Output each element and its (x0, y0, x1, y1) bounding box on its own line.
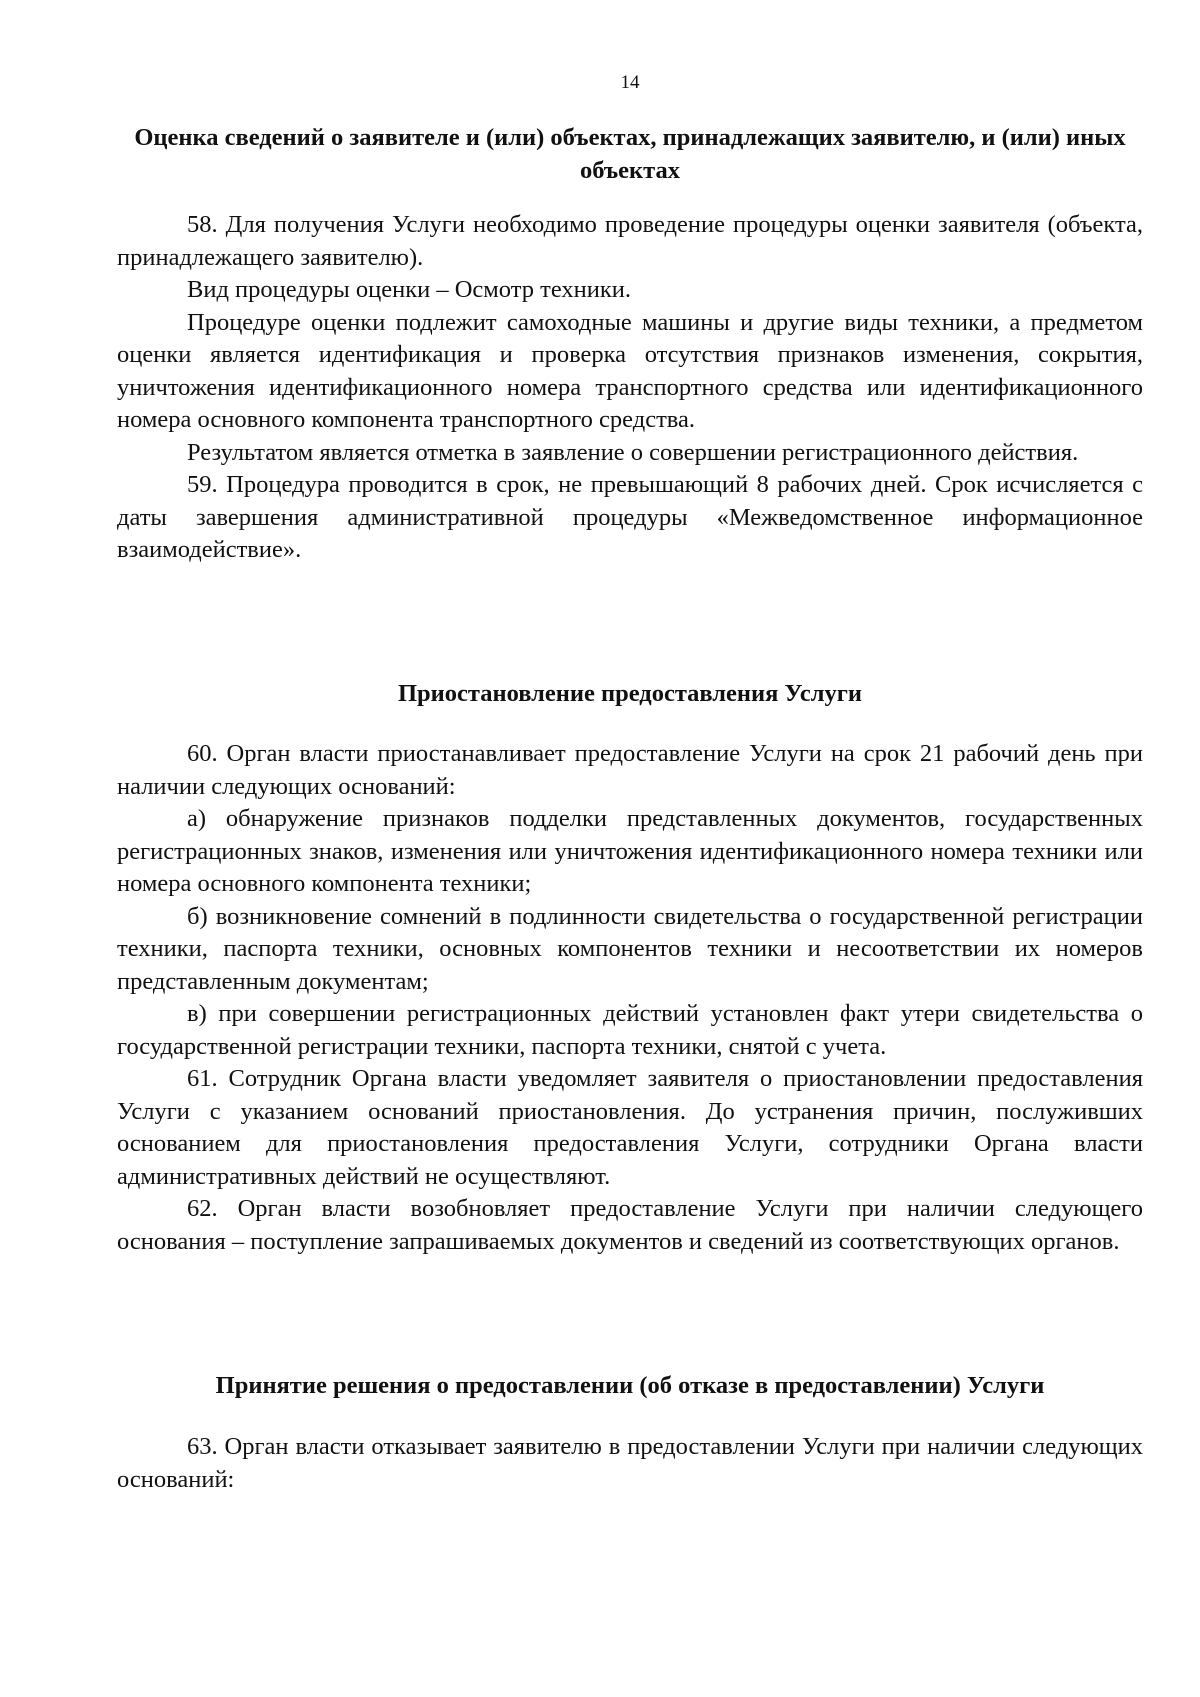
section-body-assessment (117, 209, 1143, 567)
section-heading-assessment: Оценка сведений о заявителе и (или) объектах, принадлежащих заявителю, и (или) иных объектах (134, 124, 1126, 184)
paragraph: 61. Сотрудник Органа власти уведомляет заявителя о приостановлении предоставления Услуги с указанием оснований приостановления. До устранения причин, послуживших основанием для приостановления предоставления Услуги, сотрудники Органа власти административных действий не осуществляют. (117, 1065, 1143, 1190)
section-body-decision (117, 1431, 1143, 1496)
section-heading-decision: Принятие решения о предоставлении (об отказе в предоставлении) Услуги (215, 1372, 1045, 1399)
paragraph: а) обнаружение признаков подделки представленных документов, государственных регистрационных знаков, изменения или уничтожения идентификационного номера техники или номера основного компонента техники; (117, 805, 1143, 897)
paragraph: Вид процедуры оценки – Осмотр техники. (187, 276, 631, 303)
paragraph: 58. Для получения Услуги необходимо проведение процедуры оценки заявителя (объекта, принадлежащего заявителю). (117, 211, 1143, 271)
paragraph: 60. Орган власти приостанавливает предоставление Услуги на срок 21 рабочий день при наличии следующих оснований: (117, 740, 1143, 800)
paragraph: 62. Орган власти возобновляет предоставление Услуги при наличии следующего основания – поступление запрашиваемых документов и сведений из соответствующих органов. (117, 1195, 1143, 1255)
section-body-suspension (117, 738, 1143, 1258)
paragraph: 59. Процедура проводится в срок, не превышающий 8 рабочих дней. Срок исчисляется с даты завершения административной процедуры «Межведомственное информационное взаимодействие». (117, 471, 1143, 563)
paragraph: Результатом является отметка в заявление о совершении регистрационного действия. (187, 438, 1079, 466)
paragraph: б) возникновение сомнений в подлинности свидетельства о государственной регистрации техники, паспорта техники, основных компонентов техники и несоответствии их номеров представленным документам; (117, 902, 1143, 995)
paragraph: в) при совершении регистрационных действий установлен факт утери свидетельства о государственной регистрации техники, паспорта техники, снятой с учета. (117, 1000, 1143, 1060)
section-heading-suspension: Приостановление предоставления Услуги (397, 680, 862, 707)
page-number: 14 (620, 72, 640, 93)
paragraph: 63. Орган власти отказывает заявителю в предоставлении Услуги при наличии следующих оснований: (117, 1433, 1143, 1493)
paragraph: Процедуре оценки подлежит самоходные машины и другие виды техники, а предметом оценки является идентификация и проверка отсутствия признаков изменения, сокрытия, уничтожения идентификационного номера транспортного средства или идентификационного номера основного компонента транспортного средства. (117, 308, 1143, 433)
